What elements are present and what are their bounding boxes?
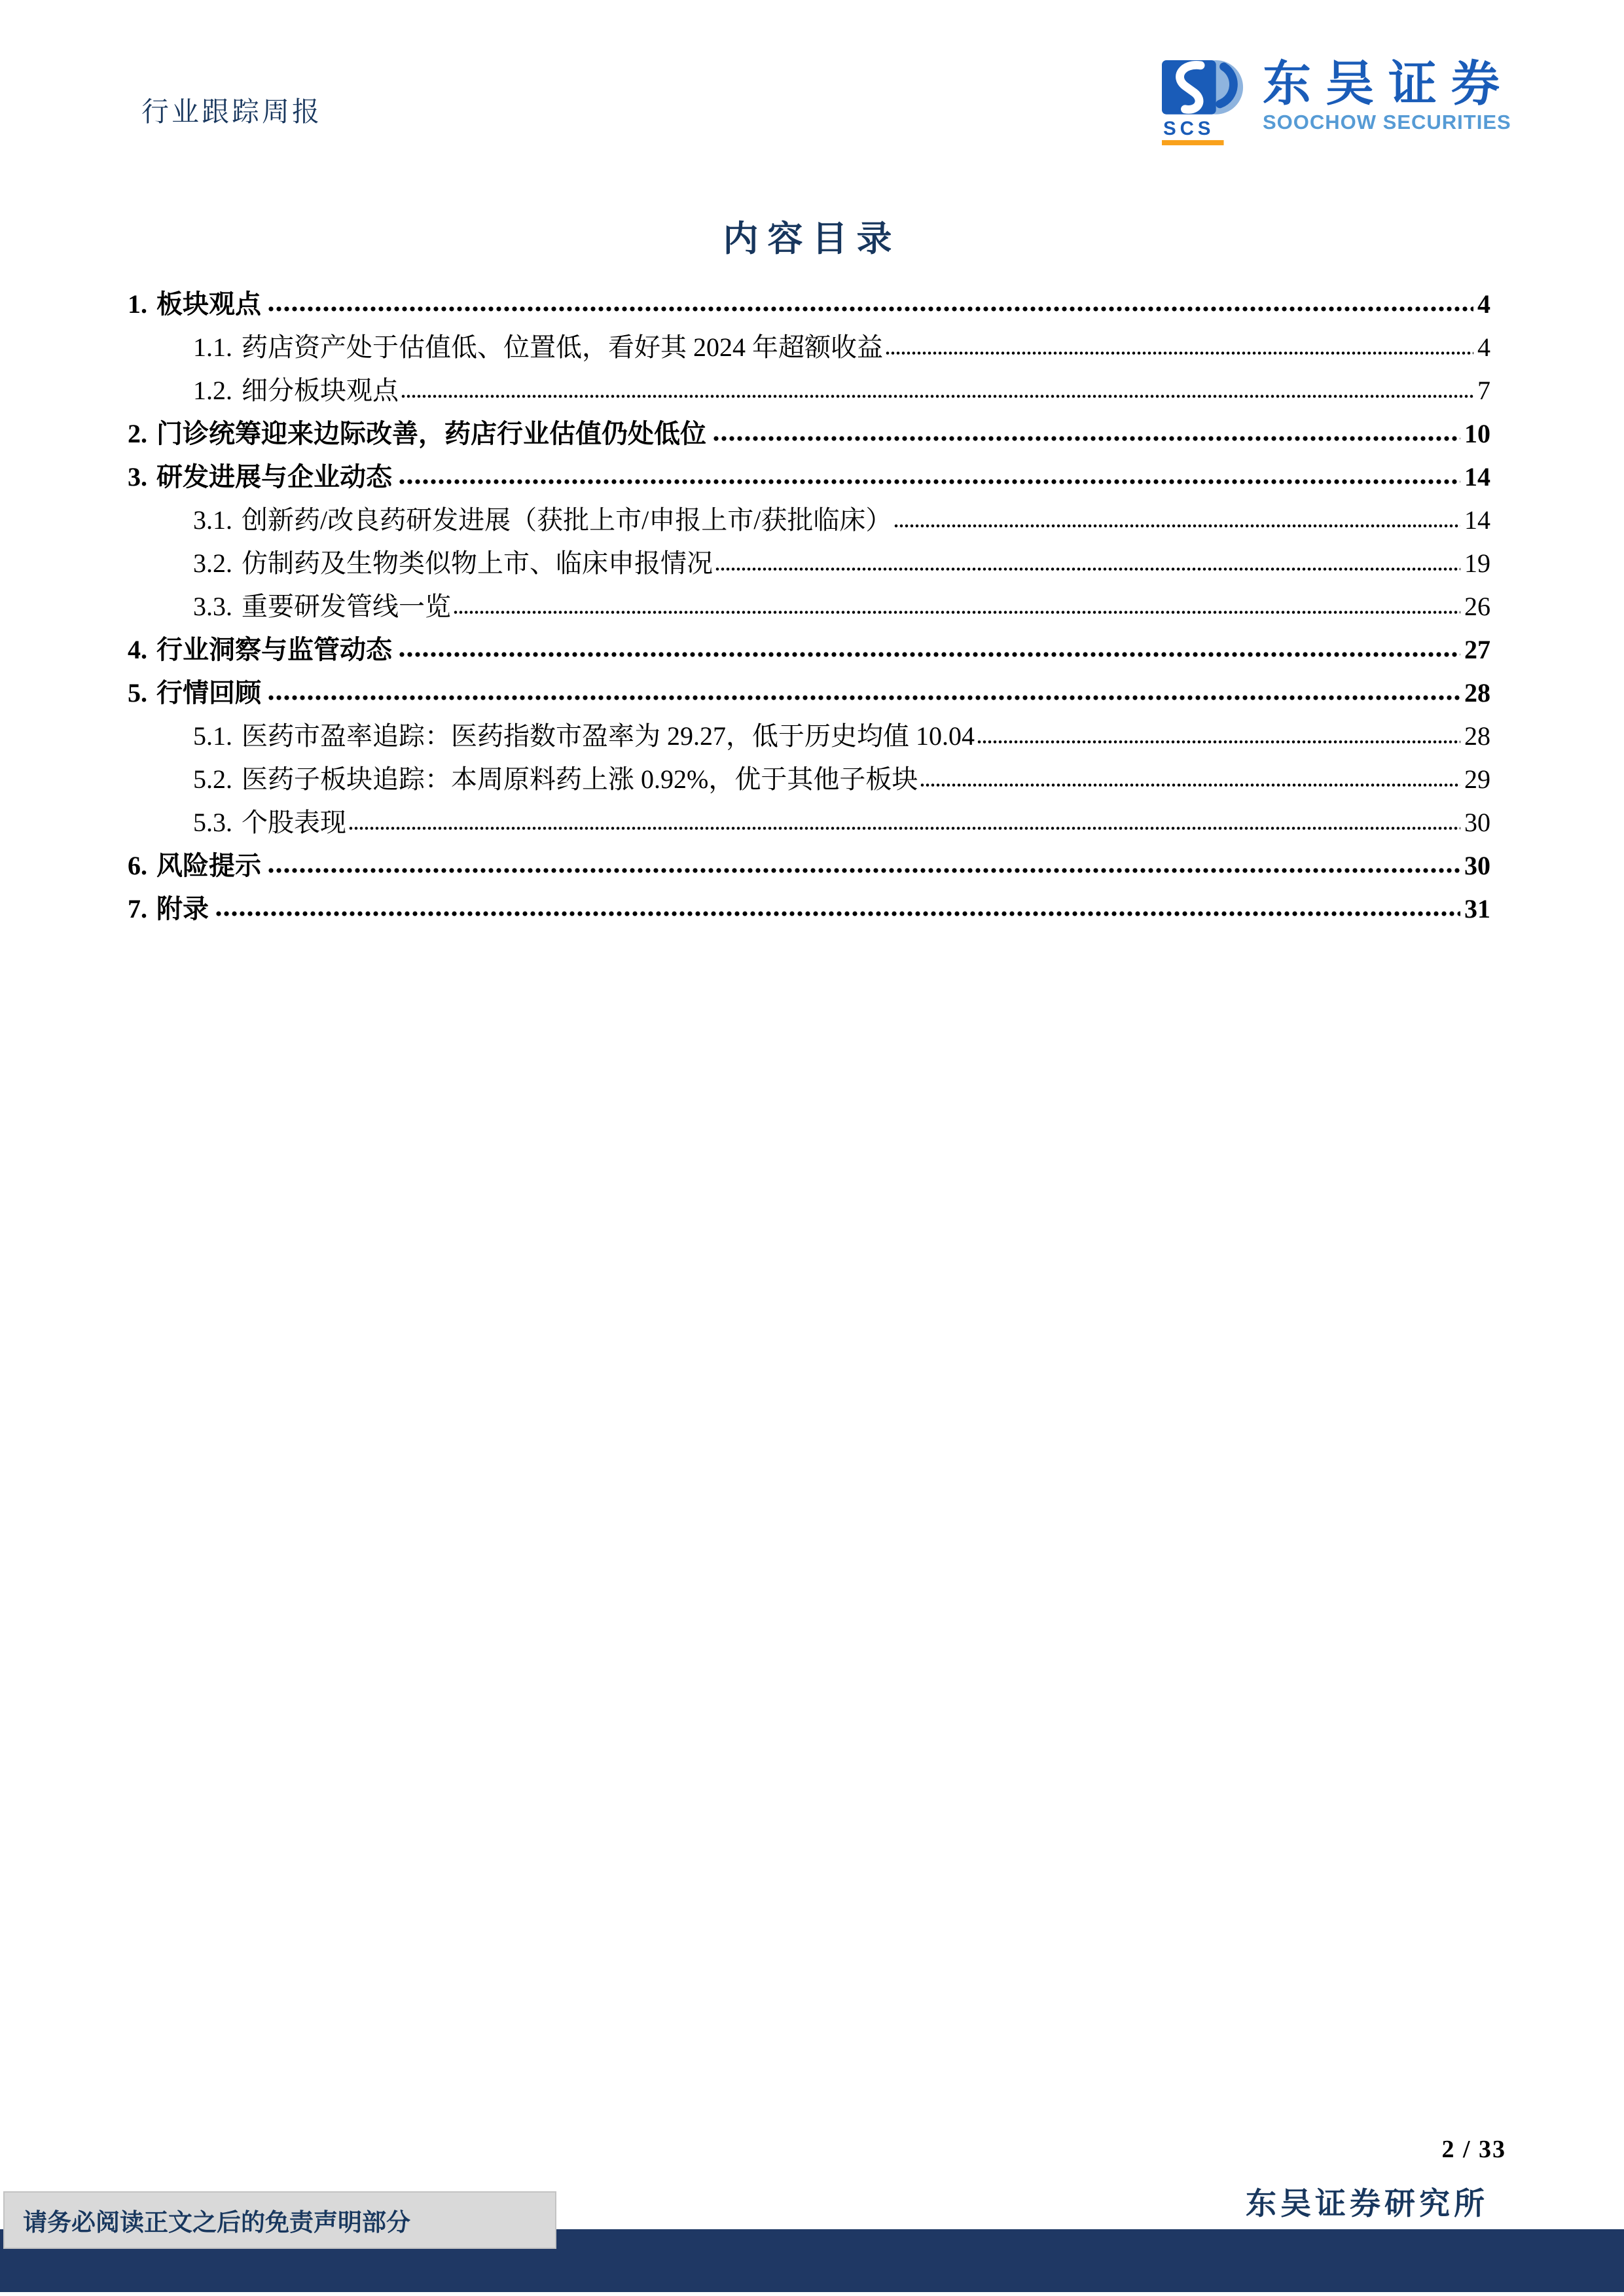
disclaimer-note: 请务必阅读正文之后的免责声明部分 — [3, 2191, 556, 2249]
toc-item-title: 附录 — [156, 894, 209, 924]
toc-item[interactable] — [128, 801, 1490, 844]
toc-dot-leader — [399, 478, 1460, 486]
toc-item-page: 10 — [1464, 419, 1490, 448]
toc-item-number: 1. — [128, 289, 147, 319]
toc-dot-leader — [713, 435, 1460, 442]
logo-abbr-text: SCS — [1163, 118, 1215, 140]
toc-item-title: 医药市盈率追踪：医药指数市盈率为 29.27，低于历史均值 10.04 — [242, 721, 975, 751]
toc-item-title: 板块观点 — [156, 289, 261, 319]
toc-item[interactable] — [128, 412, 1490, 456]
toc-item-number: 7. — [128, 894, 147, 924]
toc-dot-leader — [268, 867, 1460, 874]
toc-item-title: 门诊统筹迎来边际改善，药店行业估值仍处低位 — [156, 419, 706, 448]
soochow-logo-icon — [1162, 56, 1246, 148]
toc-item-page: 26 — [1464, 592, 1490, 621]
toc-item-title: 风险提示 — [156, 851, 261, 880]
toc-item-page: 30 — [1464, 808, 1490, 837]
toc-dot-leader — [894, 523, 1460, 529]
toc-item-number: 3.3. — [193, 592, 232, 621]
page-indicator: 2 / 33 — [1441, 2136, 1506, 2163]
toc-title: 内容目录 — [723, 219, 901, 259]
toc-item-page: 4 — [1477, 289, 1490, 319]
toc-dot-leader — [454, 609, 1460, 615]
toc-item-number: 4. — [128, 635, 147, 664]
toc-dot-leader — [215, 910, 1460, 918]
logo-brand-cn: 东吴证券 — [1263, 56, 1514, 111]
toc-item[interactable] — [128, 628, 1490, 672]
toc-item-number: 2. — [128, 419, 147, 448]
toc-item-number: 1.1. — [193, 332, 232, 362]
toc-item-number: 3.1. — [193, 505, 232, 535]
institute-label: 东吴证券研究所 — [1246, 2187, 1489, 2221]
toc-item-page: 31 — [1464, 894, 1490, 924]
toc-item-title: 行情回顾 — [156, 678, 261, 708]
toc-item[interactable] — [128, 542, 1490, 585]
toc-item-page: 27 — [1464, 635, 1490, 664]
toc-item-title: 重要研发管线一览 — [242, 592, 451, 621]
toc-item-number: 5.1. — [193, 721, 232, 751]
logo-brand-en: SOOCHOW SECURITIES — [1263, 111, 1511, 134]
toc-item-number: 5.3. — [193, 808, 232, 837]
toc-dot-leader — [401, 393, 1473, 399]
toc-item-number: 3.2. — [193, 548, 232, 578]
toc-item-title: 医药子板块追踪：本周原料药上涨 0.92%，优于其他子板块 — [242, 764, 918, 794]
toc-item-title: 细分板块观点 — [242, 376, 399, 405]
toc-item-page: 30 — [1464, 851, 1490, 880]
toc-item-page: 29 — [1464, 764, 1490, 794]
toc-item[interactable] — [128, 499, 1490, 542]
toc-item-page: 19 — [1464, 548, 1490, 578]
toc-item-title: 个股表现 — [242, 808, 346, 837]
toc-item[interactable] — [128, 715, 1490, 758]
toc-dot-leader — [715, 566, 1460, 572]
toc-item-page: 14 — [1464, 505, 1490, 535]
toc-item[interactable] — [128, 844, 1490, 888]
toc-item-page: 4 — [1477, 332, 1490, 362]
toc-dot-leader — [268, 694, 1460, 702]
toc-item-number: 1.2. — [193, 376, 232, 405]
toc-item[interactable] — [128, 326, 1490, 369]
toc-item[interactable] — [128, 369, 1490, 412]
toc-item[interactable] — [128, 585, 1490, 628]
toc-item-title: 药店资产处于估值低、位置低，看好其 2024 年超额收益 — [242, 332, 883, 362]
toc-dot-leader — [268, 305, 1473, 313]
toc — [128, 283, 1490, 931]
toc-dot-leader — [349, 825, 1460, 831]
toc-item-title: 行业洞察与监管动态 — [156, 635, 392, 664]
toc-item-number: 6. — [128, 851, 147, 880]
toc-item-page: 14 — [1464, 462, 1490, 492]
report-type-label: 行业跟踪周报 — [141, 98, 323, 128]
toc-dot-leader — [886, 350, 1473, 356]
toc-item-page: 28 — [1464, 678, 1490, 708]
toc-dot-leader — [920, 782, 1460, 788]
toc-item-number: 3. — [128, 462, 147, 492]
toc-item-title: 研发进展与企业动态 — [156, 462, 392, 492]
toc-item-page: 28 — [1464, 721, 1490, 751]
toc-dot-leader — [977, 739, 1460, 745]
toc-item-title: 创新药/改良药研发进展（获批上市/申报上市/获批临床） — [242, 505, 892, 535]
toc-item-number: 5. — [128, 678, 147, 708]
toc-item[interactable] — [128, 283, 1490, 326]
toc-item[interactable] — [128, 888, 1490, 931]
toc-item[interactable] — [128, 672, 1490, 715]
toc-item-number: 5.2. — [193, 764, 232, 794]
toc-dot-leader — [399, 651, 1460, 658]
soochow-logo — [1162, 56, 1514, 148]
toc-item[interactable] — [128, 758, 1490, 801]
toc-item-page: 7 — [1477, 376, 1490, 405]
toc-item-title: 仿制药及生物类似物上市、临床申报情况 — [242, 548, 713, 578]
toc-item[interactable] — [128, 456, 1490, 499]
